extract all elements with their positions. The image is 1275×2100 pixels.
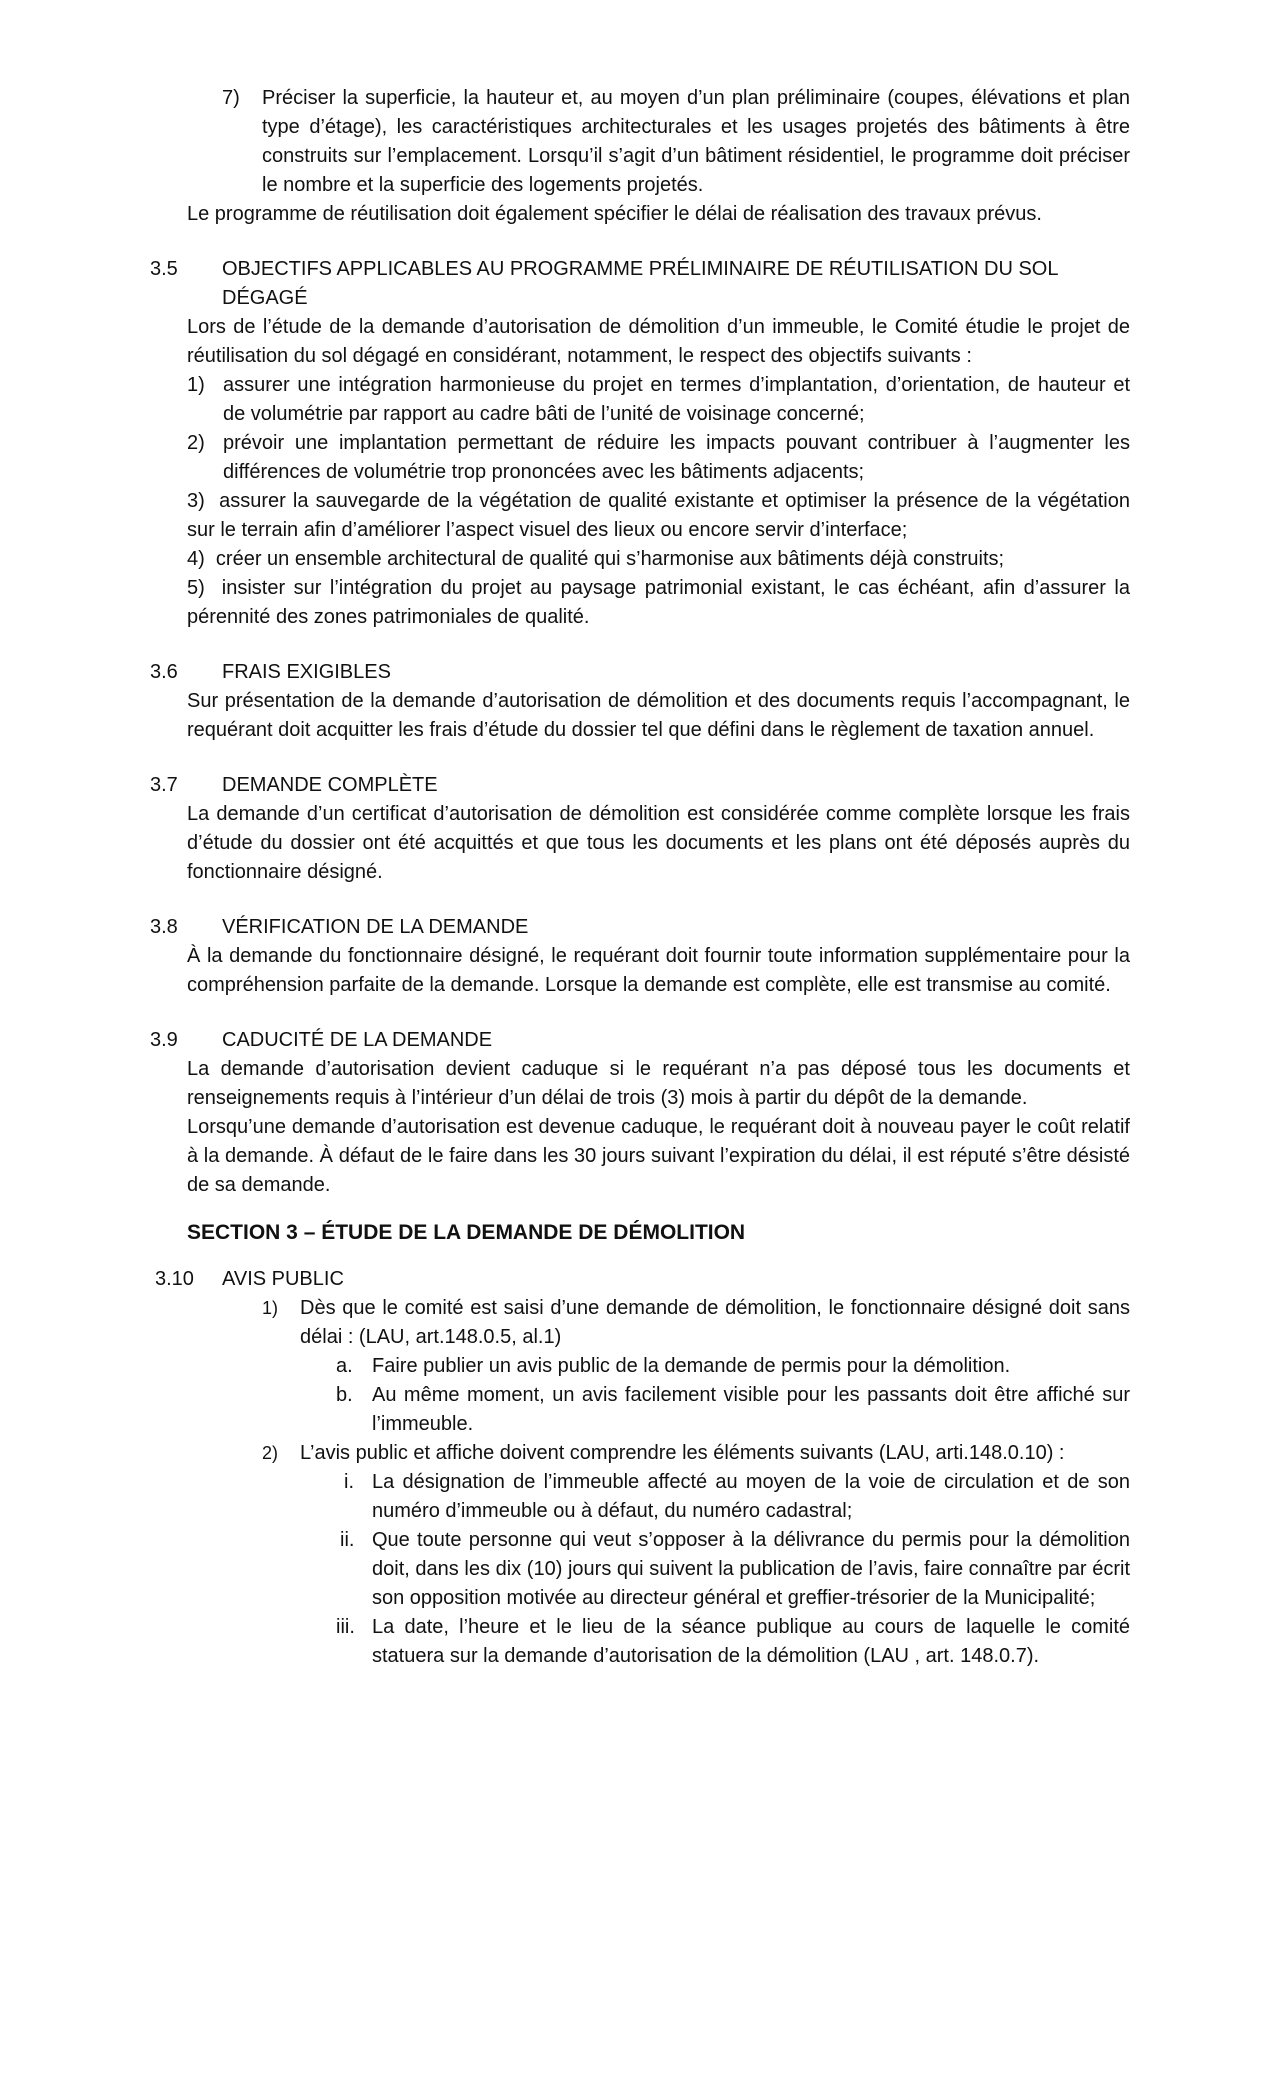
reuse-paragraph: Le programme de réutilisation doit également spécifier le délai de réalisation des travaux prévus. xyxy=(187,203,1042,225)
list-number: 1) xyxy=(187,374,205,396)
section-3-6-heading xyxy=(150,658,1130,687)
list-text: Faire publier un avis public de la demande de permis pour la démolition. xyxy=(372,1355,1011,1377)
notice-subitem-iii xyxy=(336,1613,1130,1671)
section-number: 3.7 xyxy=(150,774,178,796)
section-number: 3.9 xyxy=(150,1029,178,1051)
section-title: CADUCITÉ DE LA DEMANDE xyxy=(222,1029,493,1051)
section-3-9-body-2: Lorsqu’une demande d’autorisation est devenue caduque, le requérant doit à nouveau payer le coût relatif à la demande. À défaut de le faire dans les 30 jours suivant l’expiration du délai, il est réputé s’être désisté de sa demande. xyxy=(187,1116,1130,1196)
list-text: Au même moment, un avis facilement visible pour les passants doit être affiché sur l’immeuble. xyxy=(372,1384,1130,1435)
section-3-8-heading xyxy=(150,913,1130,942)
section-title: DEMANDE COMPLÈTE xyxy=(222,774,438,796)
list-number: 2) xyxy=(187,432,205,454)
notice-subitem-i xyxy=(336,1468,1130,1526)
list-number: 2) xyxy=(262,1443,279,1463)
section-3-5-heading xyxy=(150,255,1130,313)
section-3-10-heading xyxy=(155,1265,1130,1294)
list-number: 5) xyxy=(187,577,205,599)
section-3-title: SECTION 3 – ÉTUDE DE LA DEMANDE DE DÉMOLITION xyxy=(187,1221,746,1244)
list-text: assurer la sauvegarde de la végétation de qualité existante et optimiser la présence de la végétation sur le terrain afin d’améliorer l’aspect visuel des lieux ou encore servir d’interface; xyxy=(187,490,1130,541)
list-text: Préciser la superficie, la hauteur et, au moyen d’un plan préliminaire (coupes, élévations et plan type d’étage), les caractéristiques architecturales et les usages projetés des bâtiments à être construits sur l’emplacement. Lorsqu’il s’agit d’un bâtiment résidentiel, le programme doit préciser le nombre et la superficie des logements projetés. xyxy=(262,87,1130,196)
list-number: 7) xyxy=(222,87,240,109)
notice-subitem-b xyxy=(336,1381,1130,1439)
section-number: 3.5 xyxy=(150,258,178,280)
notice-subitem-ii xyxy=(336,1526,1130,1613)
section-title: FRAIS EXIGIBLES xyxy=(222,661,391,683)
section-title: VÉRIFICATION DE LA DEMANDE xyxy=(222,916,529,938)
section-title: AVIS PUBLIC xyxy=(222,1268,344,1290)
notice-item-1 xyxy=(262,1294,1130,1352)
list-text: insister sur l’intégration du projet au paysage patrimonial existant, le cas échéant, afin d’assurer la pérennité des zones patrimoniales de qualité. xyxy=(187,577,1130,628)
section-3-9-heading xyxy=(150,1026,1130,1055)
section-3-5-intro: Lors de l’étude de la demande d’autorisation de démolition d’un immeuble, le Comité étudie le projet de réutilisation du sol dégagé en considérant, notamment, le respect des objectifs suivants : xyxy=(187,316,1130,367)
section-3-7-body: La demande d’un certificat d’autorisation de démolition est considérée comme complète lorsque les frais d’étude du dossier ont été acquittés et que tous les documents et les plans ont été déposés auprès du fonctionnaire désigné. xyxy=(187,803,1130,883)
section-number: 3.10 xyxy=(155,1268,194,1290)
section-3-7-heading xyxy=(150,771,1130,800)
notice-subitem-a xyxy=(336,1352,1130,1381)
list-text: Que toute personne qui veut s’opposer à la délivrance du permis pour la démolition doit, dans les dix (10) jours qui suivent la publication de l’avis, faire connaître par écrit son opposition motivée au directeur général et greffier-trésorier de la Municipalité; xyxy=(372,1529,1130,1609)
section-number: 3.8 xyxy=(150,916,178,938)
objective-item-3 xyxy=(187,487,1130,545)
list-text: prévoir une implantation permettant de réduire les impacts pouvant contribuer à l’augmenter les différences de volumétrie trop prononcées avec les bâtiments adjacents; xyxy=(223,432,1130,483)
section-3-6-body: Sur présentation de la demande d’autorisation de démolition et des documents requis l’accompagnant, le requérant doit acquitter les frais d’étude du dossier tel que défini dans le règlement de taxation annuel. xyxy=(187,690,1130,741)
list-text: L’avis public et affiche doivent comprendre les éléments suivants (LAU, arti.148.0.10) : xyxy=(300,1442,1065,1464)
objective-item-4 xyxy=(187,545,1130,574)
list-number: b. xyxy=(336,1384,353,1406)
list-text: Dès que le comité est saisi d’une demande de démolition, le fonctionnaire désigné doit sans délai : (LAU, art.148.0.5, al.1) xyxy=(300,1297,1130,1348)
list-number: ii. xyxy=(340,1529,355,1551)
objective-item-5 xyxy=(187,574,1130,632)
list-number: 4) xyxy=(187,548,205,570)
list-number: a. xyxy=(336,1355,353,1377)
section-title: OBJECTIFS APPLICABLES AU PROGRAMME PRÉLIMINAIRE DE RÉUTILISATION DU SOL DÉGAGÉ xyxy=(222,258,1058,309)
list-number: 1) xyxy=(262,1298,279,1318)
list-number: 3) xyxy=(187,490,205,512)
list-number: i. xyxy=(344,1471,354,1493)
list-number: iii. xyxy=(336,1616,355,1638)
section-number: 3.6 xyxy=(150,661,178,683)
section-3-8-body: À la demande du fonctionnaire désigné, le requérant doit fournir toute information supplémentaire pour la compréhension parfaite de la demande. Lorsque la demande est complète, elle est transmise au comité. xyxy=(187,945,1130,996)
notice-item-2 xyxy=(262,1439,1130,1468)
objective-item-1 xyxy=(187,371,1130,429)
list-item-7 xyxy=(222,84,1130,200)
list-text: créer un ensemble architectural de qualité qui s’harmonise aux bâtiments déjà construits; xyxy=(215,548,1005,570)
list-text: assurer une intégration harmonieuse du projet en termes d’implantation, d’orientation, de hauteur et de volumétrie par rapport au cadre bâti de l’unité de voisinage concerné; xyxy=(223,374,1130,425)
list-text: La désignation de l’immeuble affecté au moyen de la voie de circulation et de son numéro d’immeuble ou à défaut, du numéro cadastral; xyxy=(372,1471,1130,1522)
objective-item-2 xyxy=(187,429,1130,487)
list-text: La date, l’heure et le lieu de la séance publique au cours de laquelle le comité statuera sur la demande d’autorisation de la démolition (LAU , art. 148.0.7). xyxy=(372,1616,1130,1667)
section-3-9-body-1: La demande d’autorisation devient caduque si le requérant n’a pas déposé tous les documents et renseignements requis à l’intérieur d’un délai de trois (3) mois à partir du dépôt de la demande. xyxy=(187,1058,1130,1109)
